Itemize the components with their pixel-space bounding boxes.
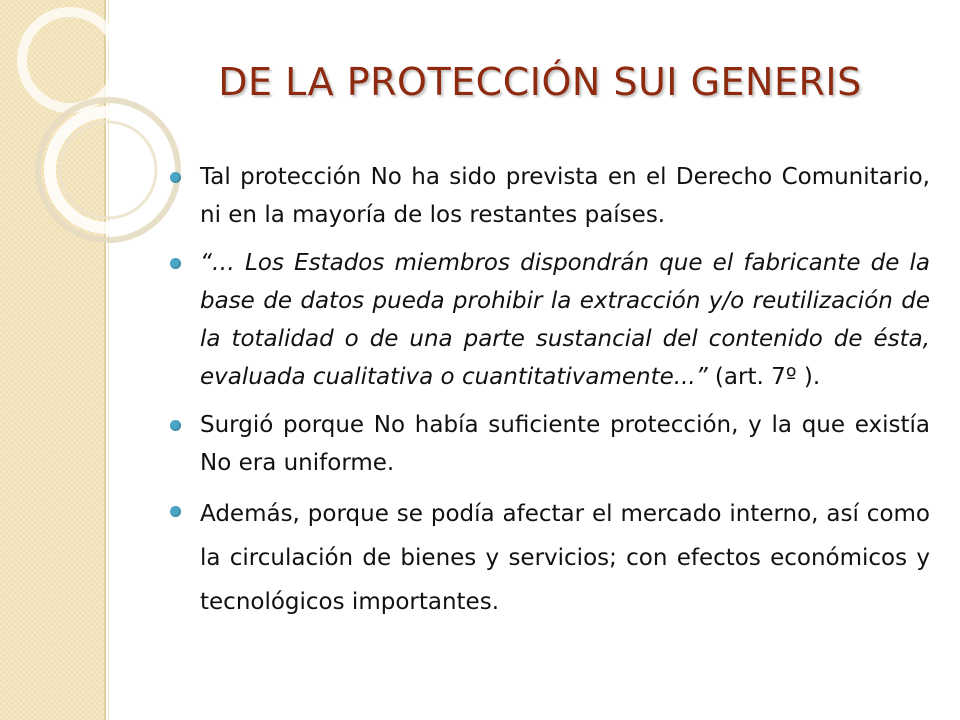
bullet-item [170, 492, 930, 624]
bullet-item-quote [170, 244, 930, 396]
bullet-dot-icon [170, 258, 181, 269]
bullet-item [170, 158, 930, 234]
bullet-text: Tal protección No ha sido prevista en el Derecho Comunitario, ni en la mayoría de los restantes países. [200, 164, 930, 228]
citation-text: (art. 7º ). [707, 364, 821, 390]
bullet-dot-icon [170, 420, 181, 431]
bullet-text: Además, porque se podía afectar el mercado interno, así como la circulación de bienes y servicios; con efectos económicos y tecnológicos importantes. [200, 501, 930, 615]
bullet-text: Surgió porque No había suficiente protección, y la que existía No era uniforme. [200, 412, 930, 476]
bullet-dot-icon [170, 506, 181, 517]
bullet-item [170, 406, 930, 482]
bullet-dot-icon [170, 172, 181, 183]
slide-title: DE LA PROTECCIÓN SUI GENERIS [218, 60, 862, 104]
quoted-text: “… Los Estados miembros dispondrán que el fabricante de la base de datos pueda prohibir la extracción y/o reutilización de la totalidad o de una parte sustancial del contenido de ésta, evaluada cualitativa o cuantitativamente...” [200, 250, 930, 390]
bullet-list [170, 158, 930, 634]
bullet-text [200, 244, 930, 396]
